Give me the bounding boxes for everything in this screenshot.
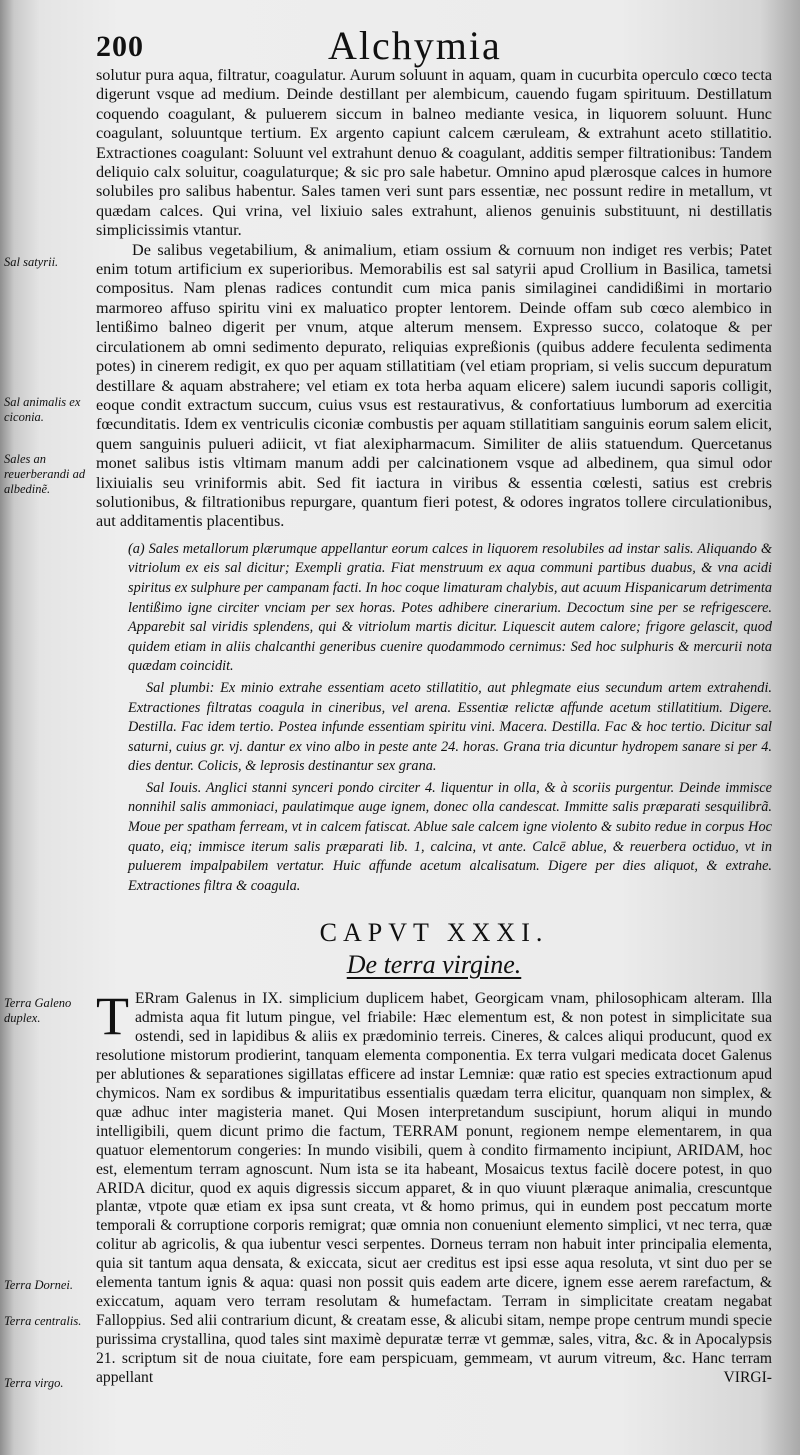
main-text	[96, 66, 772, 1387]
page-header	[96, 22, 786, 72]
paragraph: De salibus vegetabilium, & animalium, etiam ossium & cornuum non indiget res verbis; Patet enim totum artificium ex superioribus. Memorabilis est sal satyrii apud Crollium in Basilica, tametsi compositus. Nam plenas radices contundit cum mica panis similaginei candidißimi in mortario marmoreo affuso spiritu vini ex maluatico propter lentorem. Deinde offam sub cœco alembico in lentißimo balneo digerit per vnum, atque alterum mensem. Expresso succo, colatoque & per circulationem ab omni sedimento depurato, reliquias expreßionis (quibus addere feculenta sedimenta potes) in cinerem redigit, ex quo per aquam stillatitiam (vel etiam propriam, si velis succum depuratum destillare & aquam abstrahere; vel etiam ex tota herba aquam elicere) salem iucundi saporis colligit, eoque condit extractum succum, cuius vsus est restaurativus, & confortatiuus lumborum ad exercitia fœcunditatis. Idem ex ventriculis ciconiæ combustis per aquam stillatitiam sanguinis eorum salem elicit, quem sanguinis pulueri adiicit, vt fiat alexipharmacum. Similiter de aliis statuendum. Quercetanus monet salibus istis vltimam manum addi per calcinationem vsque ad albedinem, qua simul odor lixiuialis seu vriniformis abit. Sed fit iactura in viribus & essentia cœlesti, satius est crebris solutionibus, & filtrationibus repurgare, quantum fieri potest, & odores ingratos tollere circulationibus, aut additamentis placentibus.	[96, 240, 772, 531]
catchword: VIRGI-	[723, 1368, 772, 1386]
margin-note-terra-centralis: Terra centralis.	[4, 1314, 82, 1328]
margin-note-sal-animalis: Sal animalis ex ciconia.	[4, 395, 81, 424]
paragraph: solutur pura aqua, filtratur, coagulatur. Aurum soluunt in aquam, quam in cucurbita operculo cœco tecta digerunt vsque ad medium. Deinde destillant per alembicum, cauendo fugam spirituum. Destillatum coquendo coagulant, & puluerem siccum in balneo mediante vesica, in liquorem soluunt. Hunc coagulant, soluuntque tertium. Ex argento capiunt calcem cæruleam, & extrahunt aceto stillatitio. Extractiones coagulant: Soluunt vel extrahunt denuo & coagulant, additis semper filtrationibus: Tandem deliquio calx soluitur, coagulaturque; & sic pro sale habetur. Omnino apud plærosque calces in humore solubiles pro salibus habentur. Sales tamen veri sunt pars essentiæ, nec possunt redire in metallum, vt quædam calces. Qui vrina, vel lixiuio sales extrahunt, alienos genuinis substituunt, ni destillatis simplicissimis vtantur.	[96, 66, 772, 240]
footnote-paragraph: Sal plumbi: Ex minio extrahe essentiam aceto stillatitio, aut phlegmate eius secundum artem extrahendi. Extractiones filtratas coagula in cineribus, vel arena. Essentiæ relictæ affunde acetum stillatitium. Digere. Destilla. Fac idem tertio. Postea infunde essentiam spiritu vini. Macera. Destilla. Fac & hoc tertio. Dicitur sal saturni, cuius gr. vj. dantur ex vino albo in peste ante 24. horas. Grana tria dicuntur hydropem sanare si per 4. dies dentur. Colicis, & leprosis destinantur sex grana.	[128, 679, 772, 775]
drop-cap: T	[96, 986, 129, 1047]
footnote-paragraph: (a) Sales metallorum plærumque appellantur eorum calces in liquorem resolubiles ad instar salis. Aliquando & vitriolum ex eis sal dicitur; Exempli gratia. Fiat menstruum ex aqua communi partibus duabus, & vna acidi spiritus ex sulphure per campanam facti. In hoc coque limaturam chalybis, aut acuum Hispanicarum detrimenta lentißimo igne circiter vnciam per sex horas. Potes adhibere cinerarium. Decoctum sine per se refrigescere. Apparebit sal viridis splendens, qui & vitriolum martis dicitur. Liquescit autem calore; frigore gelascit, quod quidem etiam in aliis chalcanthi generibus cuenire quodammodo cernimus: Sed hoc sulphuris & mercurii nota quædam coincidit.	[128, 540, 772, 675]
chapter-heading: CAPVT XXXI.	[319, 918, 549, 948]
footnote-block	[96, 540, 772, 897]
margin-note-terra-virgo: Terra virgo.	[4, 1376, 64, 1390]
margin-note-sal-satyrii: Sal satyrii.	[4, 255, 59, 269]
chapter-subtitle: De terra virgine.	[346, 950, 522, 980]
footnote-paragraph: Sal Iouis. Anglici stanni synceri pondo circiter 4. liquentur in olla, & à scoriis purgentur. Deinde immisce nonnihil salis ammoniaci, paulatimque auge ignem, donec olla candescat. Immitte salis præparati sesquilibrã. Moue per spatham ferream, vt in calcem fatiscat. Ablue sale calcem igne violento & subito redue in corpus Hoc quato, eiq; immisce iterum salis præparati lib. 1, calcina, vt ante. Calcē ablue, & reuerbera octiduo, vt in puluerem impalpabilem vertatur. Huic affunde acetum alcalisatum. Digere per dies aliquot, & extrahe. Extractiones filtra & coagula.	[128, 779, 772, 894]
page-number: 200	[96, 30, 144, 63]
margin-note-terra-dornei: Terra Dornei.	[4, 1278, 73, 1292]
margin-note-sales-reuerberandi: Sales an reuerberandi ad albedinẽ.	[4, 452, 86, 496]
chapter-paragraph: ERram Galenus in IX. simplicium duplicem habet, Georgicam vnam, philosophicam alteram. Illa admista aqua fit lutum pingue, vel friabile: Hæc elementum est, & non potest in simplicitate sua ostendi, sed in lapidibus & aliis ex prædominio terreis. Cineres, & calces aliqui producunt, quod ex resolutione mistorum prodierint, tanquam elementa componentia. Ex terra vulgari medicata docet Galenus per ablutiones & separationes sigillatas efficere ad instar Lemniæ: quæ ratio est species extractionum apud chymicos. Nam ex sordibus & impuritatibus essentialis quædam terra elicitur, quanquam non simplex, & quæ adhuc inter magisteria manet. Qui Mosen interpretandum suscipiunt, horum aliqui in mundo intelligibili, quem dicunt primo die factum, TERRAM ponunt, regionem nempe elementarem, in qua quatuor elementorum congeries: In mundo visibili, quem à condito firmamento incipiunt, ARIDAM, hoc est, elementum terram agnoscunt. Num ista se ita habeant, Mosaicus textus facilè docere potest, in quo ARIDA dicitur, quod ex aquis digressis siccum apparet, & in quo viuunt plæraque animalia, crescuntque plantæ, vtpote quæ etiam ex ipsa sunt creata, vt & homo primus, qui in eundem post peccatum morte temporali & corruptione corporis remigrat; quæ omnia non conueniunt elemento simplici, vt nec terra, quæ colitur ab agricolis, & qua iubentur vesci serpentes. Dorneus terram non habuit inter principalia elementa, quia sit tantum aqua densata, & exiccata, sicut aer creditus est ipsi esse aqua resoluta, vt sint duo per se elementa tantum ignis & aqua: quasi non possit quis eadem arte dicere, ignem esse aerem rarefactum, & exiccatum, aquam vero terram resolutam & humefactam. Terram in simplicitate creatam negabat Falloppius. Sed alii contrarium dicunt, & creatam esse, & alicubi sitam, nempe prope centrum mundi specie purissima crystallina, quod tales sint maximè depuratæ terræ vt gemmæ, sales, vitra, &c. & in Apocalypsis 21. scriptum sit de noua ciuitate, fore eam perspicuam, gemmeam, vt aurum vitreum, &c. Hanc terram appellant	[96, 990, 772, 1386]
chapter-text	[96, 986, 772, 1387]
running-title: Alchymia	[328, 23, 502, 68]
margin-note-terra-galeno: Terra Galeno duplex.	[4, 996, 72, 1025]
